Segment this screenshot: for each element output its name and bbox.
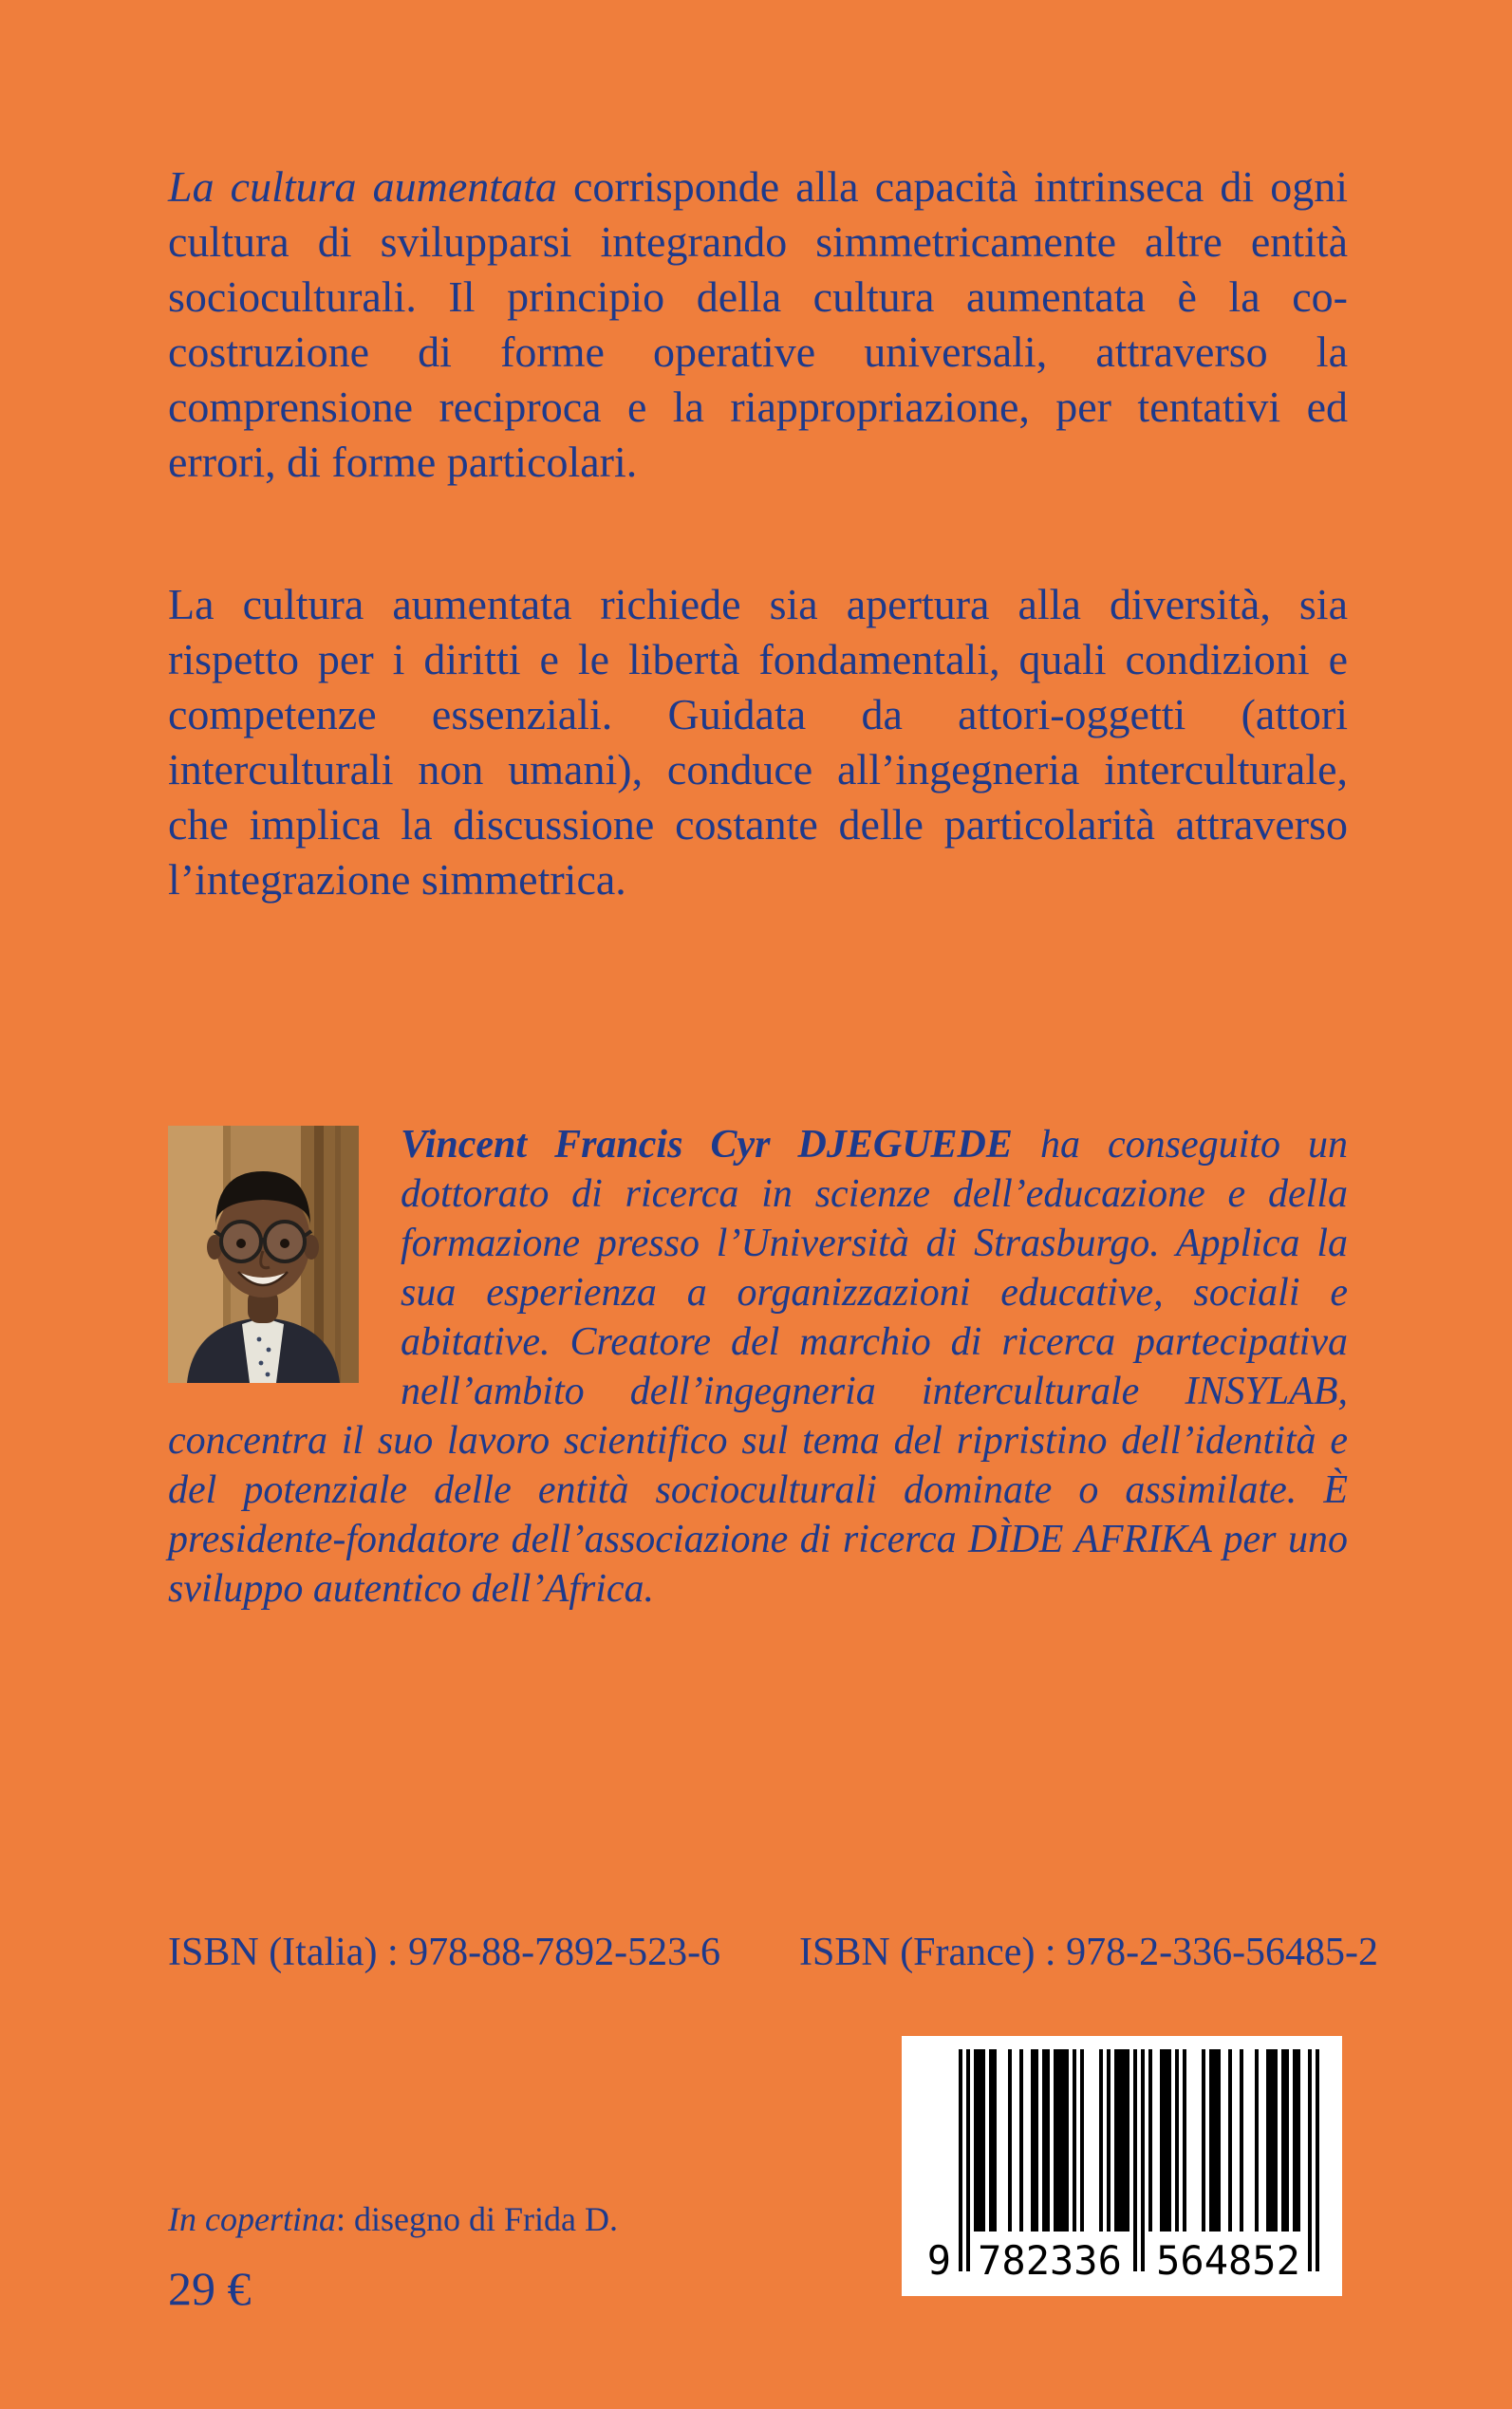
isbn-italy: ISBN (Italia) : 978-88-7892-523-6 — [168, 1931, 721, 1974]
author-photo — [168, 1126, 359, 1383]
synopsis-lead-italic: La cultura aumentata — [168, 162, 557, 211]
author-portrait-illustration — [168, 1126, 359, 1383]
author-name: Vincent Francis Cyr DJEGUEDE — [401, 1123, 1013, 1167]
barcode-number: 9 782336 564852 — [926, 2237, 1300, 2284]
author-bio-text: ha conseguito un dottorato di ricerca in scienze dell’educazione e della formazione presso l’Università di Strasburgo. Applica la sua esperienza a organizzazioni educative, sociali e abitative. Creatore del marchio di ricerca partecipativa nell’ambito dell’ingegneria interculturale INSYLAB, concentra il suo lavoro scientifico sul tema del ripristino dell’identità e del potenziale delle entità socioculturali dominate o assimilate. È presidente-fondatore dell’associazione di ricerca DÌDE AFRIKA per uno sviluppo autentico dell’Africa. — [168, 1123, 1348, 1611]
price: 29 € — [168, 2262, 252, 2315]
cover-credit-lead: In copertina — [168, 2200, 336, 2238]
synopsis-paragraph-1 — [168, 159, 1348, 490]
synopsis-paragraph-1-text: corrisponde alla capacità intrinseca di ogni cultura di svilupparsi integrando simmetricamente altre entità socioculturali. Il principio della cultura aumentata è la co-costruzione di forme operative universali, attraverso la comprensione reciproca e la riappropriazione, per tentativi ed errori, di forme particolari. — [168, 162, 1348, 486]
cover-credit — [168, 2198, 618, 2240]
author-bio — [168, 1120, 1348, 1614]
cover-credit-text: : disegno di Frida D. — [335, 2200, 618, 2238]
isbn-france: ISBN (France) : 978-2-336-56485-2 — [799, 1931, 1379, 1974]
synopsis-paragraph-2: La cultura aumentata richiede sia apertura alla diversità, sia rispetto per i diritti e le libertà fondamentali, quali condizioni e competenze essenziali. Guidata da attori-oggetti (attori interculturali non umani), conduce all’ingegneria interculturale, che implica la discussione costante delle particolarità attraverso l’integrazione simmetrica. — [168, 580, 1348, 904]
barcode — [902, 2036, 1342, 2296]
synopsis — [168, 159, 1348, 995]
